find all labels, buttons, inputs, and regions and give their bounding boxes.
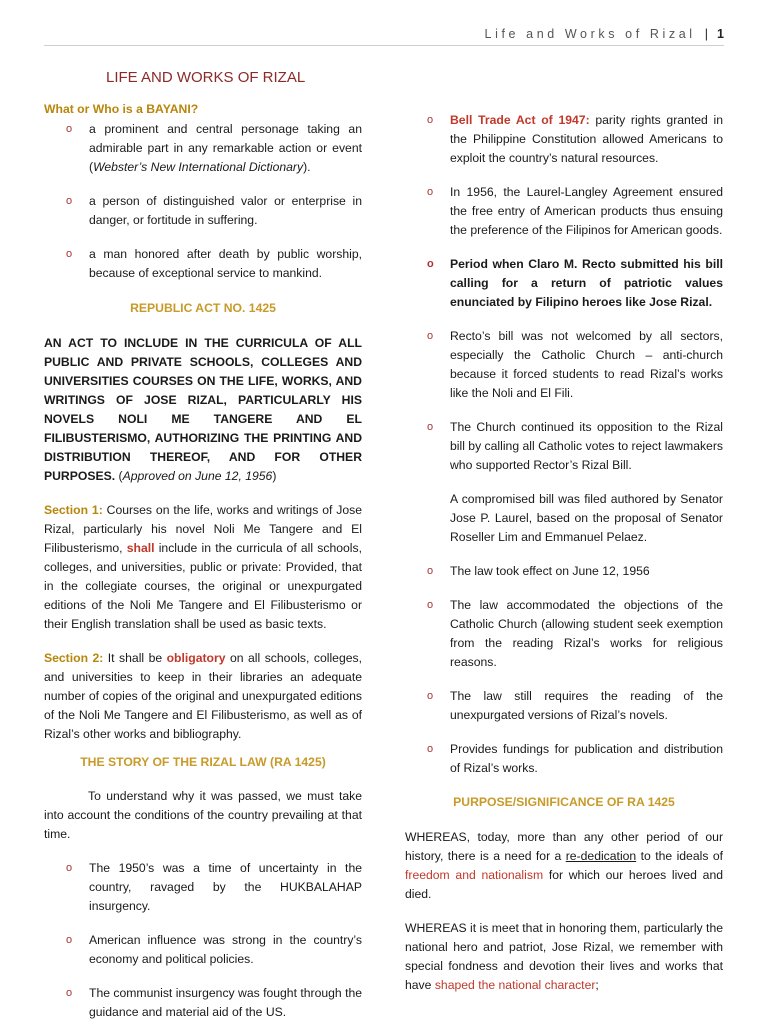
act-title: AN ACT TO INCLUDE IN THE CURRICULA OF ALL PUBLIC AND PRIVATE SCHOOLS, COLLEGES AND UNIVERSITIES COURSES ON THE LIFE, WORKS, AND WRITINGS OF JOSE RIZAL, PARTICULARLY HIS NOVELS NOLI ME TANGERE AND EL FILIBUSTERISMO, AUTHORIZING THE PRINTING AND DISTRIBUTION THEREOF, AND FOR OTHER PURPOSES. [44, 336, 362, 483]
definition-text: a prominent and central personage taking an admirable part in any remarkable action or event ( [89, 122, 362, 174]
bell-trade-act-label: Bell Trade Act of 1947: [450, 113, 590, 127]
list-item: o American influence was strong in the country’s economy and political policies. [44, 931, 362, 969]
freedom-nationalism-term: freedom and nationalism [405, 868, 544, 882]
list-item: o Provides fundings for publication and distribution of Rizal’s works. [405, 740, 723, 778]
act-approved-close: ) [272, 469, 277, 483]
header-title: Life and Works of Rizal [484, 27, 696, 41]
whereas-2 [405, 919, 723, 995]
dictionary-citation: Webster’s New International Dictionary [93, 160, 304, 174]
list-item: o In 1956, the Laurel-Langley Agreement ensured the free entry of American products thus ensuing the preference of the Filipinos for American goods. [405, 183, 723, 240]
definition-text: a man honored after death by public worship, because of exceptional service to mankind. [89, 247, 362, 280]
bayani-question-heading: What or Who is a BAYANI? [44, 102, 199, 116]
definition-end: ). [303, 160, 311, 174]
list-item [405, 111, 723, 168]
section-1-text-rest: include in the curricula of all schools, colleges, and universities, public or private: Provided, that in the collegiate courses, the original or unexpurgated editions of the Noli Me Tangere and El Filibusterismo or their English translation shall be used as basic texts. [44, 541, 362, 631]
act-approved-open: ( [118, 469, 123, 483]
list-item: o The law accommodated the objections of the Catholic Church (allowing student seek exemption from the reading Rizal’s works for religious reasons. [405, 596, 723, 672]
whereas-1 [405, 828, 723, 904]
section-2-paragraph [44, 649, 362, 744]
history-list [405, 111, 723, 475]
act-approved-date: Approved on June 12, 1956 [122, 469, 273, 483]
story-intro: To understand why it was passed, we must take into account the conditions of the country prevailing at that time. [44, 789, 362, 841]
national-character-term: shaped the national character [434, 978, 596, 992]
list-item: o The law took effect on June 12, 1956 [405, 562, 723, 581]
page-number: 1 [717, 27, 724, 41]
republic-act-heading: REPUBLIC ACT NO. 1425 [130, 301, 276, 315]
section-1-label: Section 1: [44, 503, 103, 517]
list-item [44, 245, 362, 283]
list-item: o The law still requires the reading of the unexpurgated versions of Rizal’s novels. [405, 687, 723, 725]
whereas-2-text: WHEREAS it is meet that in honoring them, particularly the national hero and patriot, Jose Rizal, we remember with special fondness and devotion their lives and works that have [405, 921, 723, 992]
obligatory-keyword: obligatory [166, 651, 226, 665]
bayani-definitions [44, 120, 362, 283]
header-rule [44, 45, 724, 46]
list-item [44, 120, 362, 177]
right-column [405, 111, 723, 995]
section-1-paragraph [44, 501, 362, 634]
list-item: o Recto’s bill was not welcomed by all sectors, especially the Catholic Church – anti-church because it forced students to read Rizal’s works like the Noli and El Fili. [405, 327, 723, 403]
law-details-list [405, 562, 723, 778]
whereas-1-text: WHEREAS, today, more than any other period of our history, there is a need for a [405, 830, 723, 863]
header-separator: | [704, 27, 708, 41]
definition-text: a person of distinguished valor or enterprise in danger, or fortitude in suffering. [89, 194, 362, 227]
section-2-text-rest: on all schools, colleges, and universities to keep in their libraries an adequate number of copies of the original and unexpurgated editions of the Noli Me Tangere and El Filibusterismo, as well as of Rizal’s other works and bibliography. [44, 651, 362, 741]
list-item [44, 192, 362, 230]
compromise-paragraph: A compromised bill was filed authored by Senator Jose P. Laurel, based on the proposal of Senator Roseller Lim and Emmanuel Pelaez. [450, 492, 723, 544]
whereas-2-text-end: ; [595, 978, 599, 992]
story-conditions [44, 859, 362, 1022]
bell-trade-act-text: parity rights granted in the Philippine Constitution allowed Americans to exploit the country’s natural resources. [450, 113, 723, 165]
left-column [44, 62, 362, 1022]
section-1-text: Courses on the life, works and writings of Jose Rizal, particularly his novel Noli Me Tangere and El Filibusterismo, [44, 503, 362, 555]
whereas-1-text-mid: to the ideals of [636, 849, 723, 863]
running-header [485, 27, 724, 41]
rededication-term: re-dedication [565, 849, 637, 863]
purpose-heading: PURPOSE/SIGNIFICANCE OF RA 1425 [453, 795, 675, 809]
list-item: o The 1950’s was a time of uncertainty in the country, ravaged by the HUKBALAHAP insurgency. [44, 859, 362, 916]
section-2-text: It shall be [103, 651, 167, 665]
shall-keyword: shall [126, 541, 155, 555]
act-title-paragraph [44, 334, 362, 486]
document-title: LIFE AND WORKS OF RIZAL [106, 69, 306, 86]
list-item: o The Church continued its opposition to the Rizal bill by calling all Catholic votes to reject lawmakers who supported Rector’s Rizal Bill. [405, 418, 723, 475]
story-heading: THE STORY OF THE RIZAL LAW (RA 1425) [80, 755, 326, 769]
list-item: o The communist insurgency was fought through the guidance and material aid of the US. [44, 984, 362, 1022]
section-2-label: Section 2: [44, 651, 104, 665]
list-item: o Period when Claro M. Recto submitted his bill calling for a return of patriotic values enunciated by Filipino heroes like Jose Rizal. [405, 255, 723, 312]
whereas-1-text-end: for which our heroes lived and died. [405, 868, 723, 901]
